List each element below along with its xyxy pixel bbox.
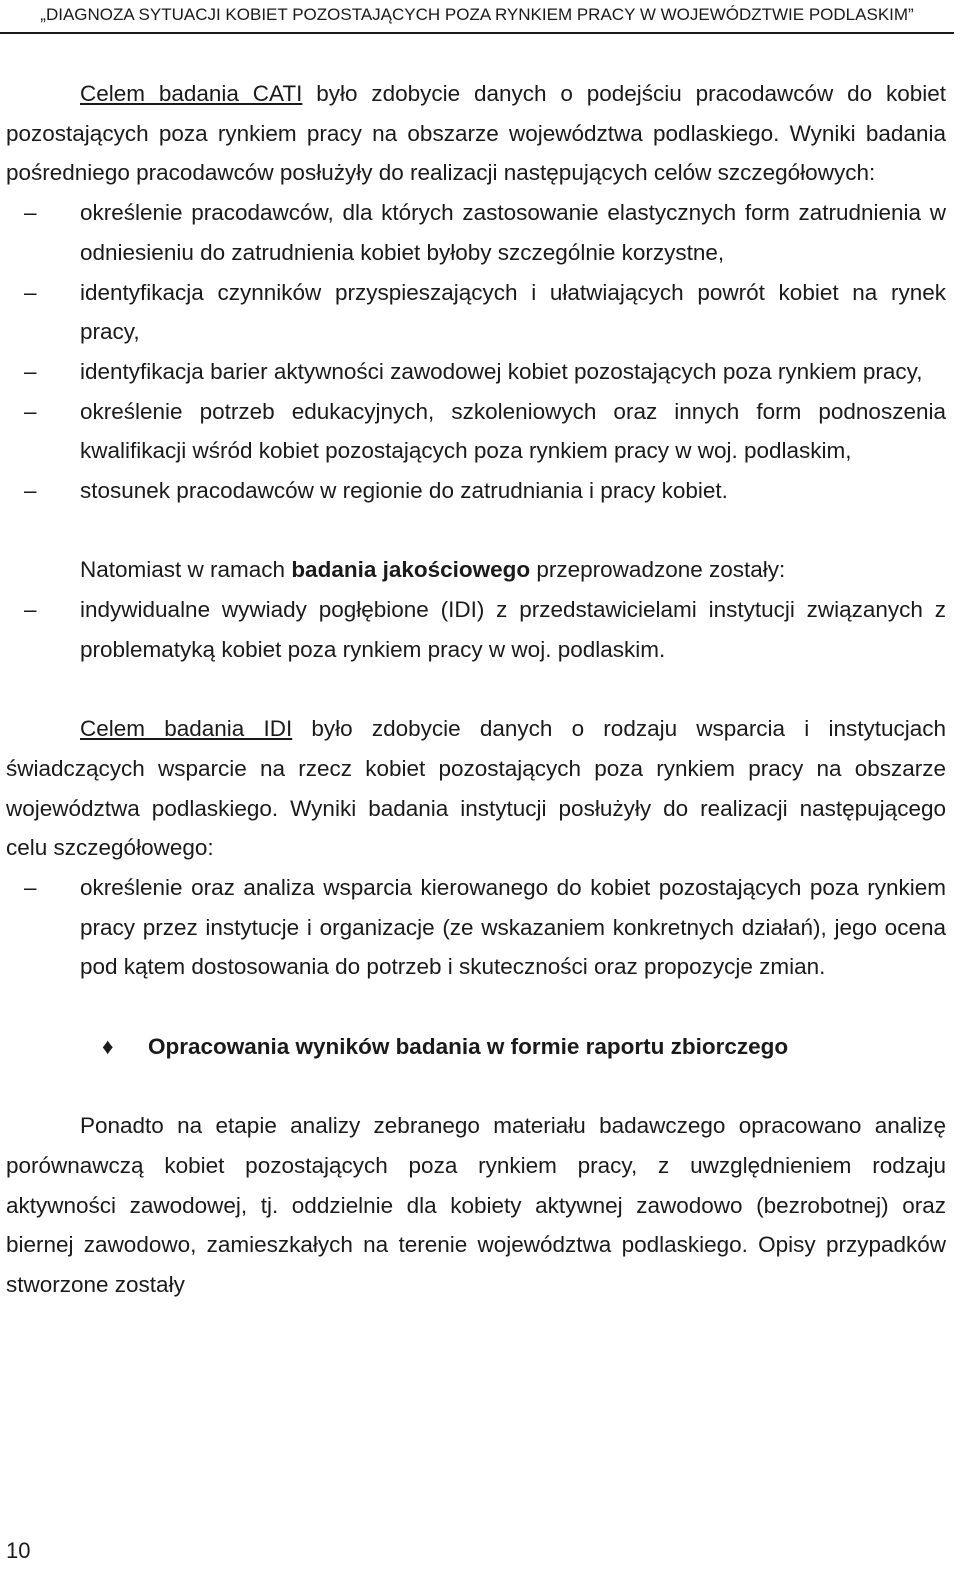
cati-paragraph [6,74,946,193]
list-item-text: stosunek pracodawców w regionie do zatrudniania i pracy kobiet. [80,478,728,504]
page-body [6,74,946,1305]
list-item [6,868,946,987]
list-item [6,590,946,669]
idi-text: było zdobycie danych o rodzaju wsparcia i instytucjach świadczących wsparcie na rzecz kobiet pozostających poza rynkiem pracy na obszarze województwa podlaskiego. Wyniki badania instytucji posłużyły do realizacji następującego celu szczegółowego: [6,716,946,861]
dash-marker: – [24,478,37,504]
dash-marker: – [24,358,37,384]
qual-post: przeprowadzone zostały: [530,557,786,583]
dash-marker: – [24,597,37,623]
cati-lead: Celem badania CATI [80,81,303,106]
final-text: Ponadto na etapie analizy zebranego materiału badawczego opracowano analizę porównawczą kobiet pozostających poza rynkiem pracy, z uwzględnieniem rodzaju aktywności zawodowej, tj. oddzielnie dla kobiety aktywnej zawodowo (bezrobotnej) oraz biernej zawodowo, zamieszkałych na terenie województwa podlaskiego. Opisy przypadków stworzone zostały [6,1113,946,1298]
list-item [6,392,946,471]
list-item-text: identyfikacja barier aktywności zawodowej kobiet pozostających poza rynkiem pracy, [80,358,923,384]
qualitative-paragraph [6,550,946,590]
spacer [6,670,946,710]
spacer [6,987,946,1027]
cati-text: było zdobycie danych o podejściu pracodawców do kobiet pozostających poza rynkiem pracy na obszarze województwa podlaskiego. Wyniki badania pośredniego pracodawców posłużyły do realizacji następujących celów szczegółowych: [6,81,946,186]
section-heading-text: Opracowania wyników badania w formie raportu zbiorczego [148,1033,789,1059]
idi-goals-list [6,868,946,987]
qualitative-list [6,590,946,669]
list-item-text: określenie oraz analiza wsparcia kierowanego do kobiet pozostających poza rynkiem pracy przez instytucje i organizacje (ze wskazaniem konkretnych działań), jego ocena pod kątem dostosowania do potrzeb i skuteczności oraz propozycje zmian. [80,875,946,980]
spacer [6,511,946,551]
dash-marker: – [24,398,37,424]
final-paragraph [6,1106,946,1305]
list-item [6,352,946,392]
list-item-text: indywidualne wywiady pogłębione (IDI) z przedstawicielami instytucji związanych z problematyką kobiet poza rynkiem pracy w woj. podlaskim. [80,597,946,662]
spacer [6,1067,946,1107]
cati-goals-list [6,193,946,511]
qual-bold: badania jakościowego [291,557,531,583]
section-heading [6,1027,946,1067]
idi-lead: Celem badania IDI [80,716,293,742]
idi-paragraph [6,709,946,868]
diamond-bullet-icon: ♦ [102,1033,114,1059]
list-item-text: identyfikacja czynników przyspieszających i ułatwiających powrót kobiet na rynek pracy, [80,279,946,345]
list-item [6,193,946,272]
page-number: 10 [6,1538,31,1563]
dash-marker: – [24,200,37,226]
header-title: „DIAGNOZA SYTUACJI KOBIET POZOSTAJĄCYCH POZA RYNKIEM PRACY W WOJEWÓDZTWIE PODLASKIM” [40,5,914,24]
list-item-text: określenie potrzeb edukacyjnych, szkoleniowych oraz innych form podnoszenia kwalifikacji wśród kobiet pozostających poza rynkiem pracy w woj. podlaskim, [80,398,946,464]
list-item-text: określenie pracodawców, dla których zastosowanie elastycznych form zatrudnienia w odniesieniu do zatrudnienia kobiet byłoby szczególnie korzystne, [80,200,946,265]
qual-pre: Natomiast w ramach [80,557,292,583]
list-item [6,471,946,511]
dash-marker: – [24,875,37,901]
list-item [6,273,946,352]
dash-marker: – [24,279,37,305]
running-header [0,0,954,34]
